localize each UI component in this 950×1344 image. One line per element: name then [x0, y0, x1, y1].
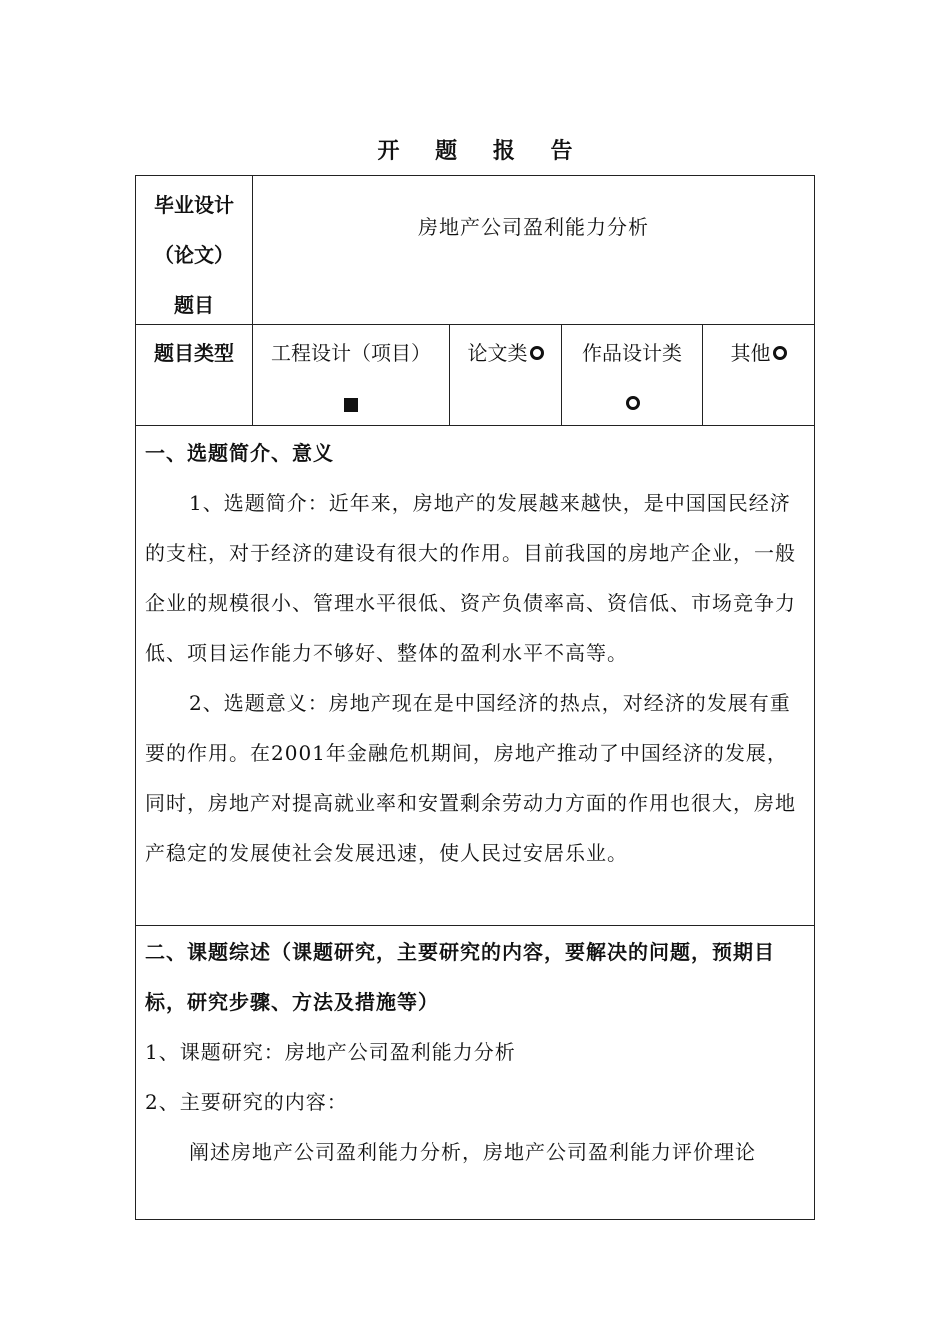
topic-label: [136, 180, 252, 330]
section-2-heading: 二、课题综述（课题研究，主要研究的内容，要解决的问题，预期目标，研究步骤、方法及措施等）: [145, 940, 775, 1014]
section-1-intro: 1、选题简介：近年来，房地产的发展越来越快，是中国国民经济的支柱，对于经济的建设有很大的作用。目前我国的房地产企业，一般企业的规模很小、管理水平很低、资产负债率高、资信低、市场竞争力低、项目运作能力不够好、整体的盈利水平不高等。: [145, 491, 796, 665]
topic-value: 房地产公司盈利能力分析: [418, 215, 649, 239]
page-title: 开 题 报 告: [377, 139, 587, 164]
section-2-item-2: 2、主要研究的内容：: [145, 1090, 348, 1114]
checked-square-icon: [344, 398, 358, 412]
type-option-thesis[interactable]: [450, 328, 561, 378]
section-1: [145, 428, 807, 878]
type-label: 题目类型: [154, 341, 234, 365]
radio-icon: [626, 396, 640, 410]
type-option-design-label: 作品设计类: [582, 341, 682, 365]
topic-label-line-1: 毕业设计: [154, 193, 234, 217]
type-option-engineering[interactable]: [253, 328, 449, 428]
report-table: [135, 175, 815, 1220]
radio-icon: [530, 346, 544, 360]
type-option-design[interactable]: [562, 328, 702, 428]
topic-label-line-2: （论文）: [154, 243, 234, 267]
section-1-significance: 2、选题意义：房地产现在是中国经济的热点，对经济的发展有重要的作用。在2001年金融危机期间，房地产推动了中国经济的发展，同时，房地产对提高就业率和安置剩余劳动力方面的作用也很大，房地产稳定的发展使社会发展迅速，使人民过安居乐业。: [145, 691, 796, 865]
radio-icon: [773, 346, 787, 360]
section-2: [145, 927, 807, 1177]
section-2-item-1: 1、课题研究：房地产公司盈利能力分析: [145, 1040, 516, 1064]
topic-label-line-3: 题目: [174, 293, 214, 317]
section-1-heading: 一、选题简介、意义: [145, 441, 334, 465]
section-2-item-2-text: 阐述房地产公司盈利能力分析，房地产公司盈利能力评价理论: [189, 1140, 756, 1164]
type-option-other[interactable]: [703, 328, 814, 378]
type-option-other-label: 其他: [730, 341, 771, 365]
type-option-engineering-label: 工程设计（项目）: [271, 341, 431, 365]
type-option-thesis-label: 论文类: [467, 341, 528, 365]
